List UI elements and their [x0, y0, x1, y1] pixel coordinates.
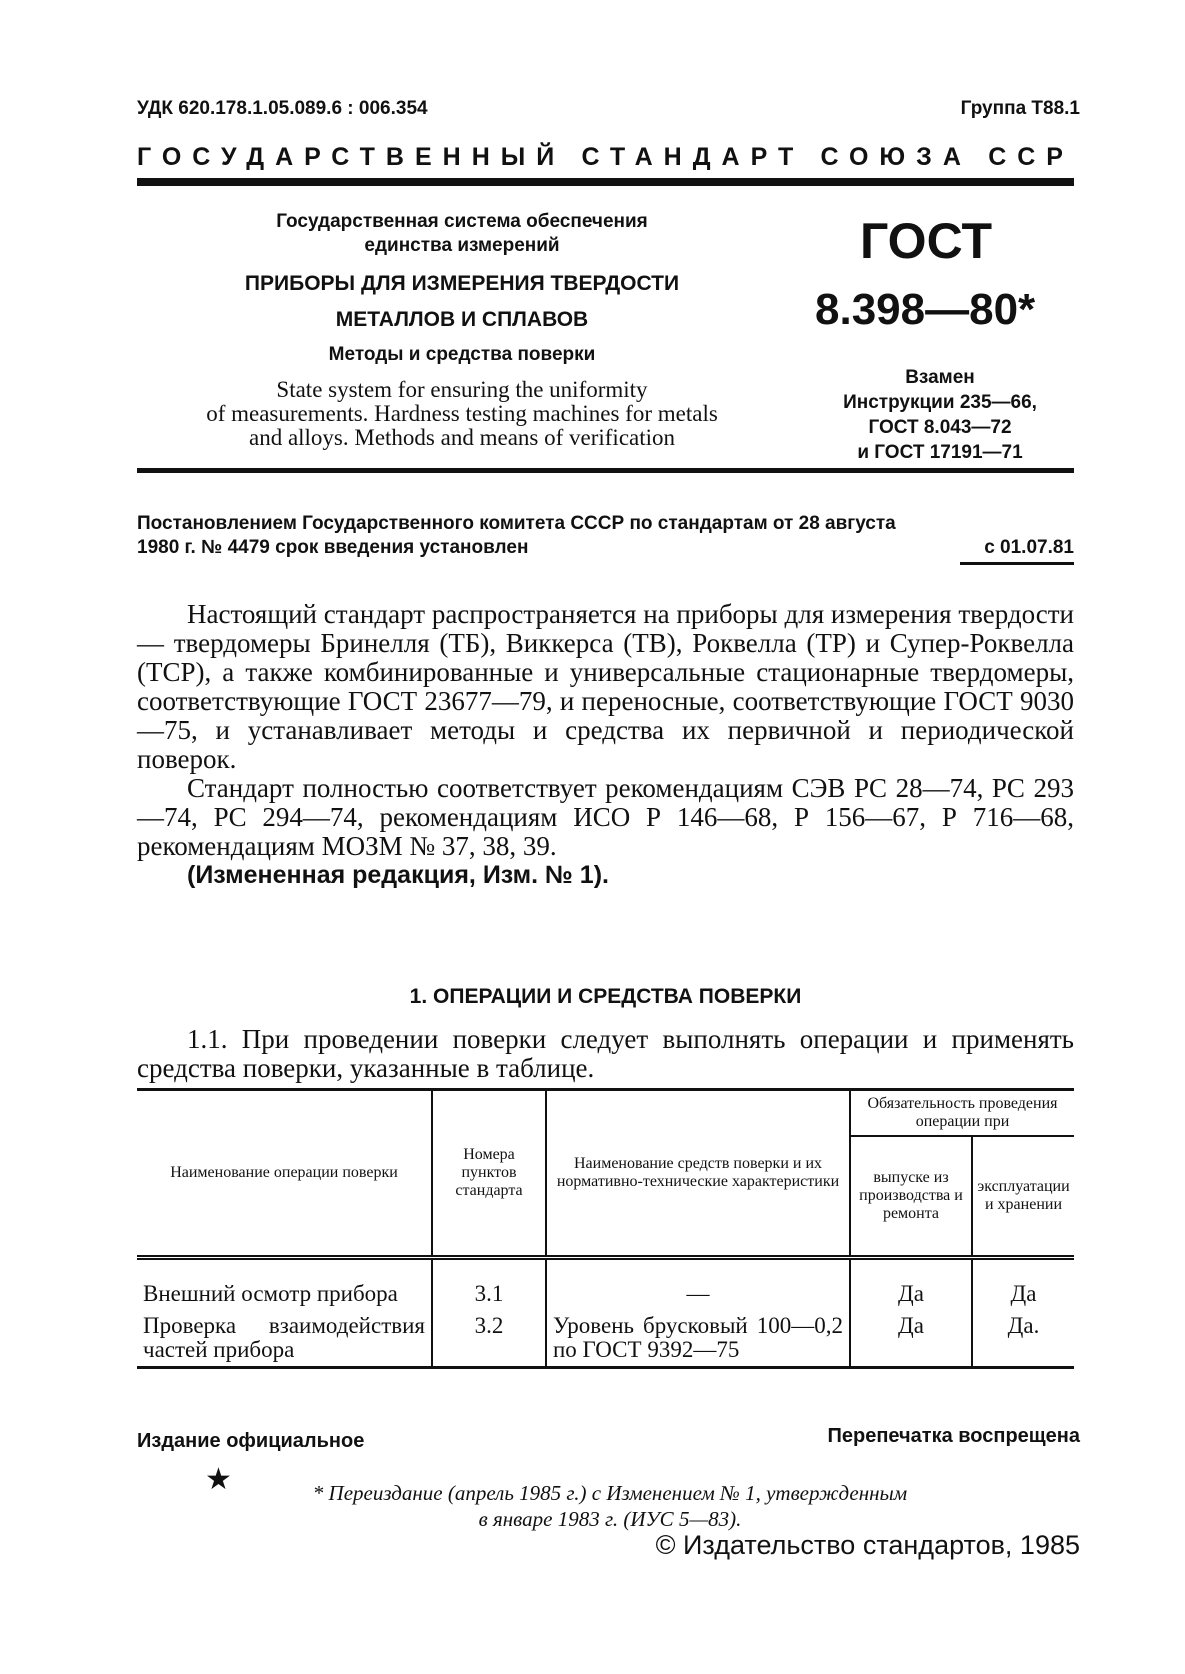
row-exploitation: Да. [972, 1310, 1074, 1368]
copyright: © Издательство стандартов, 1985 [655, 1530, 1080, 1560]
english-line-2: of measurements. Hardness testing machines for metals [206, 401, 718, 426]
reprint-prohibited: Перепечатка воспрещена [827, 1425, 1080, 1447]
row-release: Да [850, 1258, 972, 1311]
banner-word-2: СТАНДАРТ [581, 143, 805, 171]
state-standard-banner [137, 143, 1074, 172]
replaces-line-1: Инструкции 235—66, [843, 392, 1037, 413]
edit-note: (Измененная редакция, Изм. № 1). [187, 861, 609, 889]
row-operation: Проверка взаимодействия частей прибора [137, 1310, 432, 1368]
decree-line-1: Постановлением Государственного комитета СССР по стандартам от 28 августа [137, 513, 896, 534]
system-line-2: единства измерений [364, 235, 560, 256]
star-icon: ★ [205, 1463, 232, 1496]
document-title [137, 266, 787, 338]
gost-number: 8.398—80* [815, 285, 1036, 334]
replaces-label: Взамен [905, 367, 975, 388]
effective-date-underline [960, 562, 1074, 565]
col-header-operation: Наименование операции поверки [137, 1090, 432, 1258]
row-operation: Внешний осмотр прибора [137, 1258, 432, 1311]
col-header-obligation: Обязательность проведения операции при [850, 1090, 1074, 1137]
row-means: — [546, 1258, 850, 1311]
title-line-1: ПРИБОРЫ ДЛЯ ИЗМЕРЕНИЯ ТВЕРДОСТИ [244, 272, 680, 295]
operations-table [137, 1088, 1074, 1369]
row-clause: 3.1 [432, 1258, 546, 1311]
group-code: Группа Т88.1 [960, 98, 1080, 119]
clause-1-1 [137, 1025, 1074, 1083]
col-header-clause: Номера пунктов стандарта [432, 1090, 546, 1258]
official-edition: Издание официальное [137, 1430, 365, 1452]
banner-word-4: ССР [988, 143, 1074, 171]
table-row [137, 1310, 1074, 1368]
title-line-2: МЕТАЛЛОВ И СПЛАВОВ [335, 308, 589, 331]
banner-word-1: ГОСУДАРСТВЕННЫЙ [137, 143, 566, 171]
reissue-line-2: в январе 1983 г. (ИУС 5—83). [478, 1507, 742, 1531]
row-means: Уровень брусковый 100—0,2 по ГОСТ 9392—75 [546, 1310, 850, 1368]
table-row [137, 1258, 1074, 1311]
scope-paragraph: Настоящий стандарт распространяется на приборы для измерения твердости — твердомеры Бринелля (ТБ), Виккерса (ТВ), Роквелла (ТР) и Супер-Роквелла (ТСР), а также комбинированные и универсальные стационарные твердомеры, соответствующие ГОСТ 23677—79, и переносные, соответствующие ГОСТ 9030—75, и устанавливает методы и средства их первичной и периодической поверок. [137, 599, 1074, 774]
row-exploitation: Да [972, 1258, 1074, 1311]
replaces-block [800, 365, 1080, 465]
reissue-note [230, 1480, 990, 1532]
english-line-3: and alloys. Methods and means of verification [248, 425, 676, 450]
gost-label: ГОСТ [860, 213, 992, 269]
header-rule [137, 178, 1074, 186]
clause-1-1-text: 1.1. При проведении поверки следует выполнять операции и применять средства поверки, указанные в таблице. [137, 1024, 1074, 1083]
udk-code: УДК 620.178.1.05.089.6 : 006.354 [137, 98, 428, 119]
row-release: Да [850, 1310, 972, 1368]
banner-word-3: СОЮЗА [820, 143, 972, 171]
english-line-1: State system for ensuring the uniformity [276, 377, 648, 402]
subtitle-methods: Методы и средства поверки [328, 344, 596, 365]
title-rule [137, 468, 1074, 473]
replaces-line-2: ГОСТ 8.043—72 [868, 417, 1012, 438]
title-block [137, 210, 787, 450]
system-line-1: Государственная система обеспечения [276, 211, 648, 232]
col-header-exploitation: эксплуатации и хранении [972, 1136, 1074, 1258]
table-header-row [137, 1090, 1074, 1137]
body-text [137, 600, 1074, 890]
effective-date: с 01.07.81 [984, 537, 1074, 558]
decree [137, 512, 1074, 560]
row-clause: 3.2 [432, 1310, 546, 1368]
replaces-line-3: и ГОСТ 17191—71 [857, 442, 1023, 463]
english-title [137, 378, 787, 450]
reissue-line-1: * Переиздание (апрель 1985 г.) с Изменением № 1, утвержденным [312, 1481, 908, 1505]
col-header-means: Наименование средств поверки и их нормативно-технические характеристики [546, 1090, 850, 1258]
section-heading: 1. ОПЕРАЦИИ И СРЕДСТВА ПОВЕРКИ [409, 985, 802, 1008]
decree-line-2: 1980 г. № 4479 срок введения установлен [137, 537, 529, 558]
compliance-paragraph: Стандарт полностью соответствует рекомендациям СЭВ PC 28—74, PC 293—74, PC 294—74, рекомендациям ИСО Р 146—68, Р 156—67, Р 716—68, рекомендациям МОЗМ № 37, 38, 39. [137, 773, 1074, 861]
col-header-release: выпуске из производства и ремонта [850, 1136, 972, 1258]
